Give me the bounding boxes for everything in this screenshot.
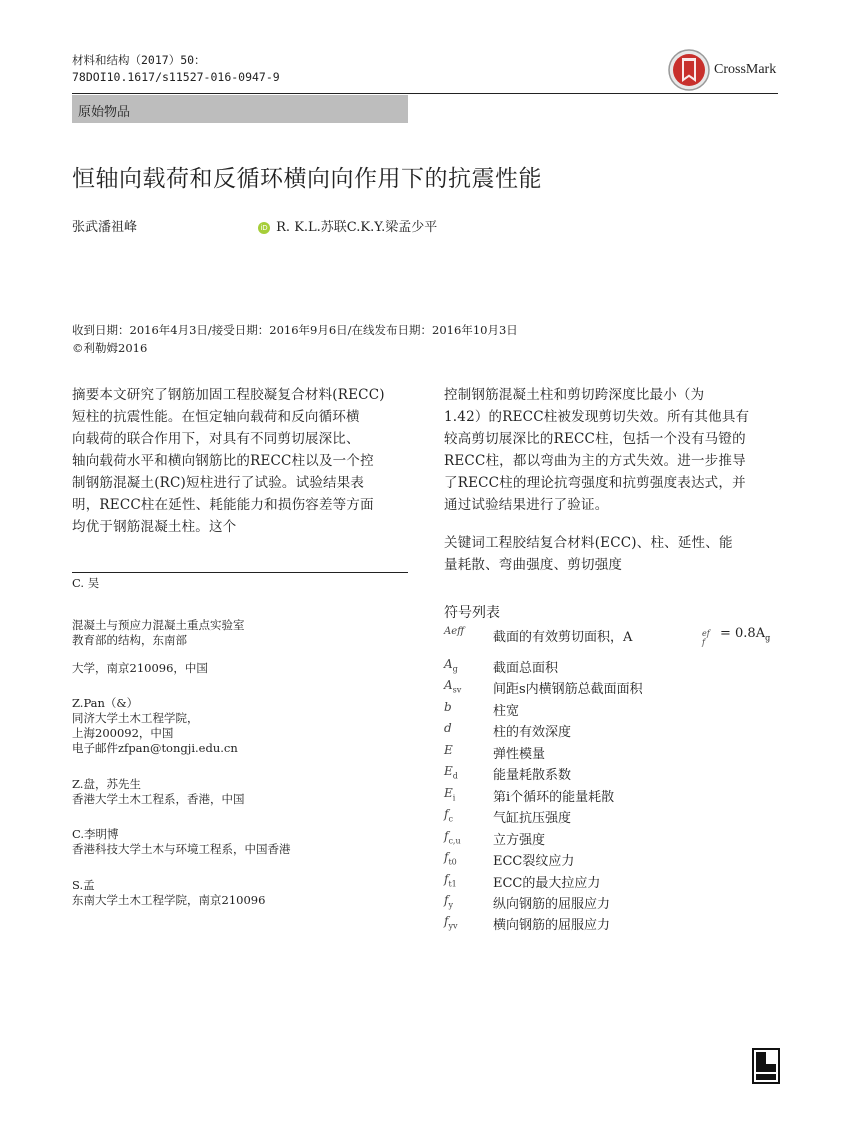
symbol-definition: 截面总面积: [493, 661, 559, 676]
formula-fraction-bottom: f: [702, 638, 705, 647]
symbol: $f_{c,u}$: [444, 829, 461, 846]
abstract-line: 1.42）的RECC柱被发现剪切失效。所有其他具有: [444, 409, 750, 425]
abstract-line: 摘要本文研究了钢筋加固工程胶凝复合材料(RECC): [72, 387, 385, 403]
dates-received: 收到日期：2016年4月3日/接受日期：2016年9月6日/在线发布日期：2016年10月3日: [72, 323, 518, 337]
journal-citation: 材料和结构（2017）50：: [72, 53, 206, 67]
symbol-row: [444, 700, 784, 721]
symbol: b: [444, 700, 452, 714]
symbol-row: [444, 850, 784, 871]
symbol: Aeff: [444, 626, 465, 637]
symbol-definition: 纵向钢筋的屈服应力: [493, 897, 611, 912]
affiliation-block: [72, 618, 412, 648]
symbol-definition: 柱的有效深度: [493, 725, 572, 740]
symbol-row: [444, 721, 784, 742]
abstract-right: [444, 384, 789, 516]
symbol-row: [444, 786, 784, 807]
symbol-definition: 立方强度: [493, 833, 546, 848]
affiliation-line: 香港大学土木工程系，香港，中国: [72, 792, 245, 806]
keywords-line: 关键词工程胶结复合材料(ECC)、柱、延性、能: [444, 535, 733, 551]
symbol: $f_y$: [444, 893, 453, 910]
abstract-line: 短柱的抗震性能。在恒定轴向载荷和反向循环横: [72, 409, 360, 425]
keywords: [444, 532, 789, 576]
symbol: $A_g$: [444, 657, 458, 674]
symbol-definition: ECC裂纹应力: [493, 854, 575, 869]
symbol: $A_{sv}$: [444, 678, 462, 695]
abstract-line: 均优于钢筋混凝土柱。这个: [72, 519, 237, 535]
affiliation-line: 同济大学土木工程学院，: [72, 711, 199, 725]
symbol-row: [444, 914, 784, 935]
abstract-line: 明，RECC柱在延性、耗能能力和损伤容差等方面: [72, 497, 374, 513]
affiliation-block: [72, 696, 412, 756]
keywords-line: 量耗散、弯曲强度、剪切强度: [444, 557, 623, 573]
email-link[interactable]: 电子邮件zfpan@tongji.edu.cn: [72, 741, 238, 755]
symbol-definition: ECC的最大拉应力: [493, 876, 601, 891]
symbol-definition: 截面的有效剪切面积，A: [493, 630, 633, 645]
affiliation-line: 混凝土与预应力混凝土重点实验室: [72, 618, 245, 632]
abstract-left: [72, 384, 417, 538]
formula: [720, 626, 770, 643]
symbol-definition: 间距s内横钢筋总截面面积: [493, 682, 643, 697]
publisher-logo-icon: [752, 1048, 780, 1084]
symbol-row: [444, 743, 784, 764]
affiliation-name: Z.Pan（&）: [72, 696, 139, 710]
abstract-line: 控制钢筋混凝土柱和剪切跨深度比最小（为: [444, 387, 705, 403]
publisher-logo: [752, 1048, 780, 1084]
affiliation-name: C.李明博: [72, 827, 119, 841]
affiliation-block: [72, 878, 412, 908]
symbol: d: [444, 721, 452, 735]
abstract-line: 了RECC柱的理论抗弯强度和抗剪强度表达式，并: [444, 475, 746, 491]
symbol: $E_d$: [444, 764, 458, 781]
affiliation-line: 东南大学土木工程学院，南京210096: [72, 893, 266, 907]
abstract-line: 较高剪切展深比的RECC柱，包括一个没有马镫的: [444, 431, 746, 447]
crossmark-label: CrossMark: [714, 62, 777, 77]
symbol-definition: 第i个循环的能量耗散: [493, 790, 615, 805]
symbol: $f_c$: [444, 807, 453, 824]
affiliation-name: S.孟: [72, 878, 95, 892]
symbol-definition: 柱宽: [493, 704, 520, 719]
symbol-row: [444, 829, 784, 850]
authors-left: 张武潘祖峰: [72, 220, 138, 235]
symbol: E: [444, 743, 453, 757]
affiliation-line: 香港科技大学土木与环境工程系，中国香港: [72, 842, 291, 856]
affiliation-line: 教育部的结构，东南部: [72, 633, 187, 647]
symbol-row: [444, 764, 784, 785]
symbol: $f_{t0}$: [444, 850, 457, 867]
orcid-icon[interactable]: iD: [258, 222, 270, 234]
symbol-definition: 能量耗散系数: [493, 768, 572, 783]
crossmark-icon: [667, 48, 711, 92]
formula-text: = 0.8A: [720, 626, 766, 641]
affiliation-line: 上海200092，中国: [72, 726, 174, 740]
abstract-line: 向载荷的联合作用下，对具有不同剪切展深比、: [72, 431, 360, 447]
copyright: ©利勒姆2016: [72, 341, 148, 355]
symbols-heading: 符号列表: [444, 605, 500, 621]
symbol-row: [444, 626, 784, 647]
affiliation-name: Z.盘，苏先生: [72, 777, 141, 791]
symbol: $E_i$: [444, 786, 456, 803]
formula-fraction-top: ef: [702, 629, 710, 638]
symbol-row: [444, 872, 784, 893]
symbol-row: [444, 807, 784, 828]
article-type-bar: [72, 95, 408, 123]
affiliation-block: [72, 827, 412, 857]
article-type: 原始物品: [78, 105, 131, 120]
formula-sub: g: [765, 633, 771, 643]
doi[interactable]: 78DOI10.1617/s11527-016-0947-9: [72, 70, 280, 84]
symbol-row: [444, 657, 784, 678]
symbol-definition: 横向钢筋的屈服应力: [493, 918, 611, 933]
authors-right-group: [258, 216, 437, 235]
symbol-definition: 气缸抗压强度: [493, 811, 572, 826]
header-rule: [72, 93, 778, 94]
abstract-line: 轴向载荷水平和横向钢筋比的RECC柱以及一个控: [72, 453, 374, 469]
affiliation-name: C. 吴: [72, 576, 100, 590]
abstract-line: 通过试验结果进行了验证。: [444, 497, 609, 513]
symbol-row: [444, 893, 784, 914]
affiliation-block: [72, 777, 412, 807]
affiliation-block: [72, 661, 412, 676]
symbol: $f_{t1}$: [444, 872, 457, 889]
symbol-row: [444, 678, 784, 699]
formula-fraction: [702, 629, 710, 647]
crossmark-badge[interactable]: [667, 48, 787, 90]
paper-title: 恒轴向载荷和反循环横向向作用下的抗震性能: [72, 166, 542, 192]
symbol: $f_{yv}$: [444, 914, 458, 931]
abstract-line: 制钢筋混凝土(RC)短柱进行了试验。试验结果表: [72, 475, 365, 491]
affiliation-line: 大学，南京210096，中国: [72, 661, 208, 675]
abstract-line: RECC柱，都以弯曲为主的方式失效。进一步推导: [444, 453, 746, 469]
symbol-definition: 弹性模量: [493, 747, 546, 762]
affiliation-rule: [72, 572, 408, 573]
authors-right: R. K.L.苏联C.K.Y.梁孟少平: [276, 220, 438, 235]
